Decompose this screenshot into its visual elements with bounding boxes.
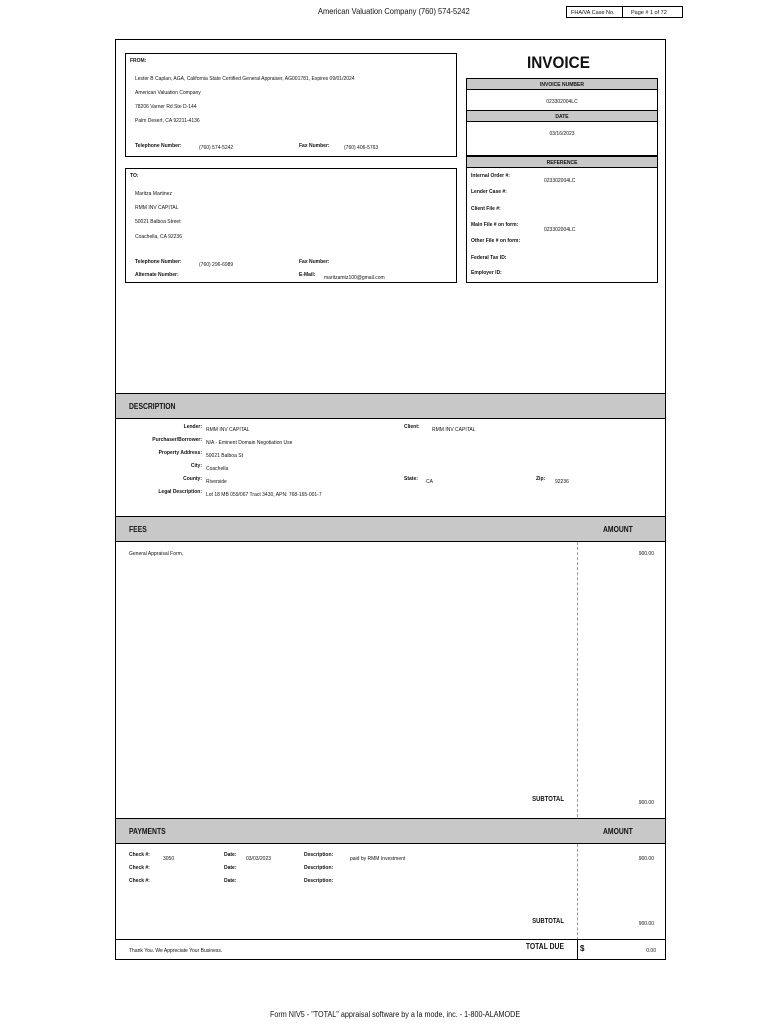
reference-label: REFERENCE (546, 160, 578, 166)
lender-case-label: Lender Case #: (471, 189, 507, 195)
payments-column-divider (577, 844, 578, 940)
date-1-value: 03/03/2023 (246, 856, 272, 862)
desc-1-value: paid by RMM Investment (350, 856, 406, 862)
page-number: Page # 1 of 72 (631, 10, 667, 16)
total-due-box (577, 939, 666, 960)
payments-subtotal-label: SUBTOTAL (532, 918, 564, 925)
case-number-label: FHA/VA Case No. (571, 10, 615, 16)
to-fax-label: Fax Number: (299, 259, 330, 265)
payments-title: PAYMENTS (129, 827, 166, 836)
state-value: CA (426, 479, 433, 485)
property-value: 50021 Balboa St (206, 453, 243, 459)
to-email-label: E-Mail: (299, 272, 316, 278)
from-line-4: Palm Desert, CA 92211-4136 (135, 118, 200, 124)
check-3-label: Check #: (129, 878, 150, 884)
company-header: American Valuation Company (760) 574-5242 (318, 6, 470, 16)
date-2-label: Date: (224, 865, 237, 871)
check-1-label: Check #: (129, 852, 150, 858)
invoice-number: 023302004LC (546, 99, 578, 105)
from-label: FROM: (130, 58, 147, 64)
to-telephone-label: Telephone Number: (135, 259, 182, 265)
zip-value: 92236 (555, 479, 569, 485)
internal-order-label: Internal Order #: (471, 173, 510, 179)
client-label: Client: (404, 424, 420, 430)
legal-value: Lot 18 MB 059/067 Tract 3430, APN: 768-165-001-7 (206, 492, 322, 498)
lender-value: RMM INV CAPITAL (206, 427, 250, 433)
form-footer: Form NIV5 - "TOTAL" appraisal software by a la mode, inc. - 1-800-ALAMODE (270, 1010, 521, 1019)
to-line-2: RMM INV CAPITAL (135, 205, 179, 211)
page-number-box (623, 6, 683, 18)
payments-amount-label: AMOUNT (603, 827, 633, 836)
purchaser-label: Purchaser/Borrower: (152, 437, 202, 443)
county-label: County: (183, 476, 202, 482)
invoice-number-cell (466, 89, 658, 111)
county-value: Riverside (206, 479, 227, 485)
check-1-number: 3050 (163, 856, 175, 862)
desc-3-label: Description: (304, 878, 334, 884)
check-2-label: Check #: (129, 865, 150, 871)
invoice-date: 03/16/2023 (549, 131, 575, 137)
to-box (125, 168, 457, 283)
to-line-3: 50021 Balboa Street (135, 219, 181, 225)
lender-label: Lender: (183, 424, 202, 430)
internal-order: 023302004LC (544, 178, 576, 184)
invoice-number-label: INVOICE NUMBER (540, 82, 584, 88)
reference-cell (466, 167, 658, 283)
fee-item-amount: 900.00 (638, 551, 654, 557)
desc-1-label: Description: (304, 852, 334, 858)
client-value: RMM INV CAPITAL (432, 427, 476, 433)
state-label: State: (404, 476, 418, 482)
fees-subtotal: 900.00 (638, 800, 654, 806)
to-alternate-label: Alternate Number: (135, 272, 179, 278)
date-cell (466, 121, 658, 156)
fees-title: FEES (129, 525, 147, 534)
invoice-title: INVOICE (527, 53, 590, 72)
fees-column-divider (577, 542, 578, 817)
currency-symbol: $ (580, 944, 585, 953)
total-due: 0.00 (646, 948, 656, 954)
to-telephone: (760) 296-6989 (199, 262, 234, 268)
date-label: DATE (555, 114, 569, 120)
fees-subtotal-label: SUBTOTAL (532, 796, 564, 803)
total-due-label: TOTAL DUE (525, 942, 564, 951)
property-label: Property Address: (158, 450, 202, 456)
from-fax-label: Fax Number: (299, 143, 330, 149)
payment-1-amount: 900.00 (638, 856, 654, 862)
from-line-3: 78206 Varner Rd Ste D-144 (135, 104, 197, 110)
to-line-1: Maritza Martinez (135, 191, 172, 197)
employer-id-label: Employer ID: (471, 270, 502, 276)
main-file: 023302004LC (544, 227, 576, 233)
from-line-2: American Valuation Company (135, 90, 201, 96)
thank-you-note: Thank You. We Appreciate Your Business. (129, 948, 223, 954)
case-number-box (566, 6, 623, 18)
fees-header (115, 516, 666, 542)
from-telephone-label: Telephone Number: (135, 143, 182, 149)
fees-amount-label: AMOUNT (603, 525, 633, 534)
from-box (125, 53, 457, 157)
desc-2-label: Description: (304, 865, 334, 871)
other-file-label: Other File # on form: (471, 238, 521, 244)
description-header (115, 393, 666, 419)
to-label: TO: (130, 173, 139, 179)
federal-tax-label: Federal Tax ID: (471, 255, 507, 261)
zip-label: Zip: (536, 476, 546, 482)
to-email: maritzamtz100@gmail.com (324, 275, 385, 281)
date-1-label: Date: (224, 852, 237, 858)
from-telephone: (760) 574-5242 (199, 145, 234, 151)
city-label: City: (190, 463, 202, 469)
from-line-1: Lester B Caplan, AGA, California State Certified General Appraiser, AG001781, Expires 09/01/2024 (135, 76, 355, 82)
to-line-4: Coachella, CA 92236 (135, 234, 182, 240)
main-file-label: Main File # on form: (471, 222, 519, 228)
legal-label: Legal Description: (158, 489, 202, 495)
from-fax: (760) 406-5763 (344, 145, 379, 151)
fee-item-desc: General Appraisal Form, (129, 551, 184, 557)
purchaser-value: N/A - Eminent Domain Negotiation Use (206, 440, 293, 446)
city-value: Coachella (206, 466, 229, 472)
payments-subtotal: 900.00 (638, 921, 654, 927)
client-file-label: Client File #: (471, 206, 501, 212)
payments-header (115, 818, 666, 844)
description-title: DESCRIPTION (129, 402, 176, 411)
date-3-label: Date: (224, 878, 237, 884)
